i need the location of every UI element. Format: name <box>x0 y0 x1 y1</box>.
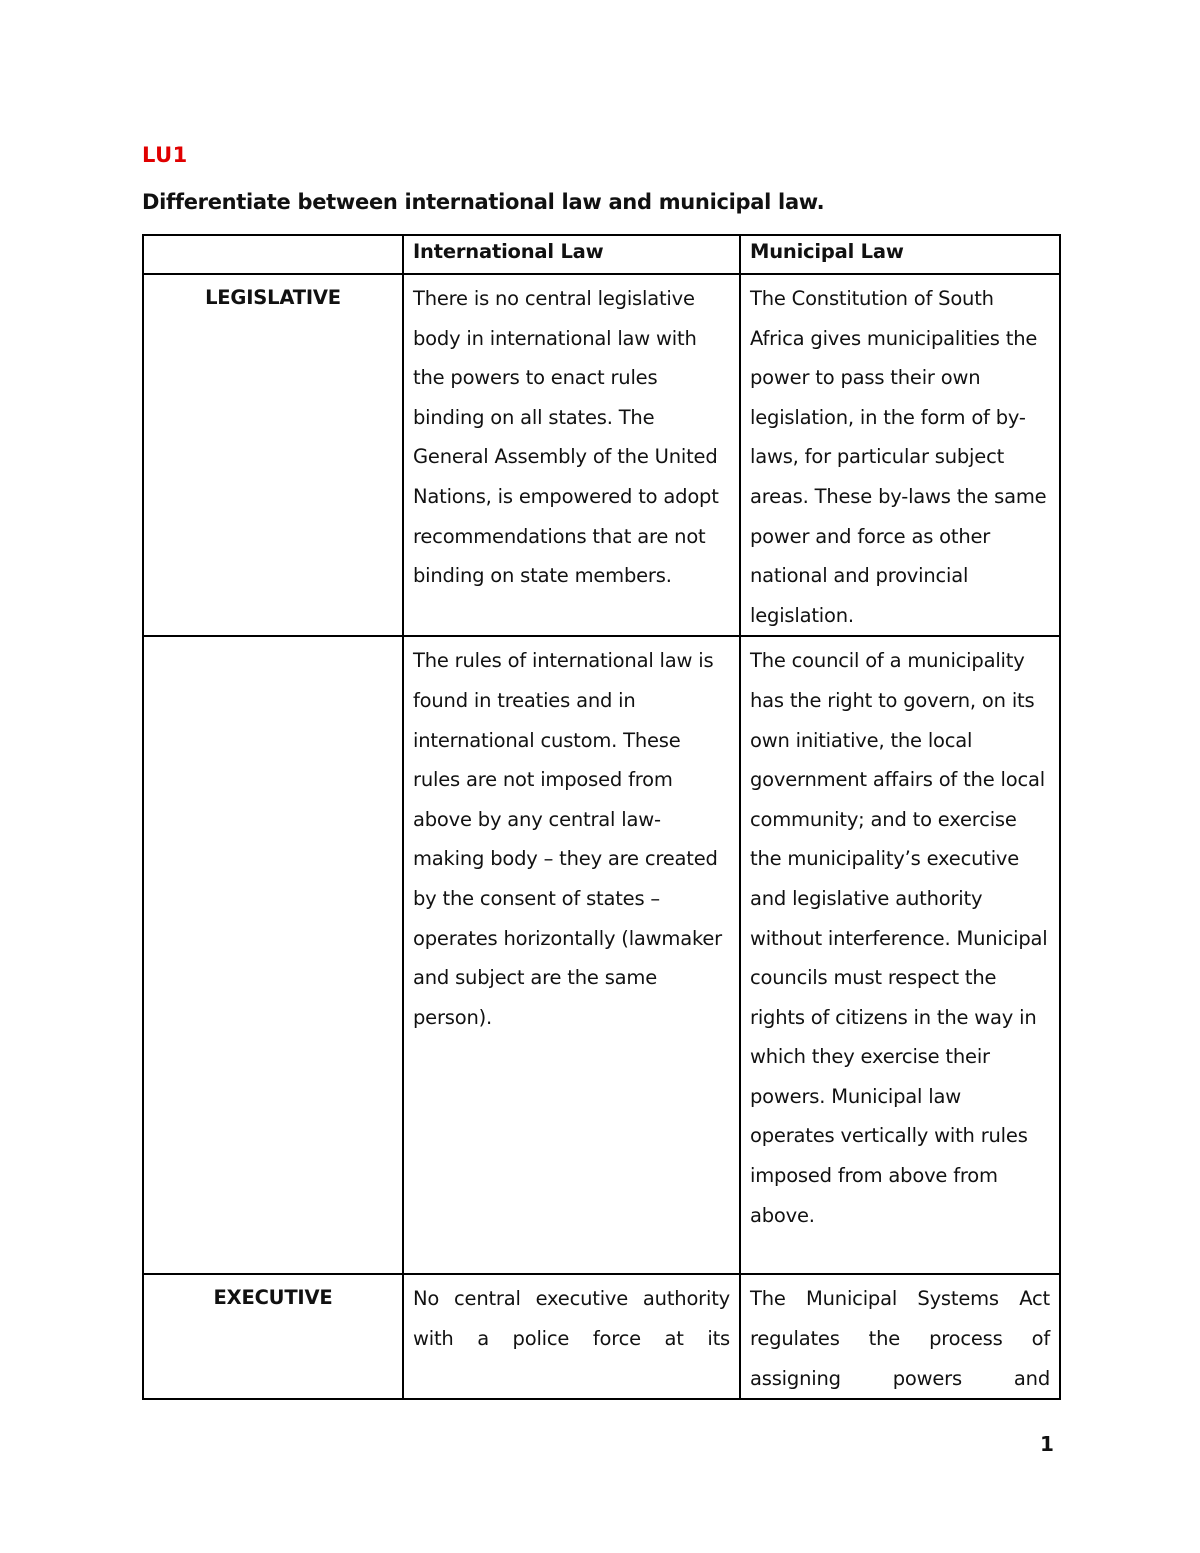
header-cell-international-law: International Law <box>403 235 740 274</box>
header-cell-aspect <box>143 235 403 274</box>
municipal-law-cell: The council of a municipality has the right to govern, on its own initiative, the local government affairs of the local community; and to exercise the municipality’s executive and legislative authority without interference. Municipal councils must respect the rights of citizens in the way in which they exercise their powers. Municipal law operates vertically with rules imposed from above from above. <box>740 636 1060 1274</box>
international-law-cell: There is no central legislative body in international law with the powers to enact rules binding on all states. The General Assembly of the United Nations, is empowered to adopt recommendations that are not binding on state members. <box>403 274 740 636</box>
question-heading: Differentiate between international law and municipal law. <box>142 190 825 214</box>
comparison-table <box>142 234 1061 1400</box>
page-number: 1 <box>1040 1432 1054 1456</box>
municipal-law-cell: The Municipal Systems Act regulates the process of assigning powers and <box>740 1274 1060 1399</box>
table-row <box>143 1274 1060 1399</box>
international-law-cell: No central executive authority with a police force at its <box>403 1274 740 1399</box>
international-law-cell: The rules of international law is found in treaties and in international custom. These rules are not imposed from above by any central law-making body – they are created by the consent of states – operates horizontally (lawmaker and subject are the same person). <box>403 636 740 1274</box>
table-row <box>143 636 1060 1274</box>
row-aspect-cell <box>143 636 403 1274</box>
table-row <box>143 274 1060 636</box>
table-header-row <box>143 235 1060 274</box>
header-cell-municipal-law: Municipal Law <box>740 235 1060 274</box>
row-aspect-cell: EXECUTIVE <box>143 1274 403 1399</box>
municipal-law-cell: The Constitution of South Africa gives municipalities the power to pass their own legislation, in the form of by-laws, for particular subject areas. These by-laws the same power and force as other national and provincial legislation. <box>740 274 1060 636</box>
row-aspect-cell: LEGISLATIVE <box>143 274 403 636</box>
section-label: LU1 <box>142 143 188 167</box>
